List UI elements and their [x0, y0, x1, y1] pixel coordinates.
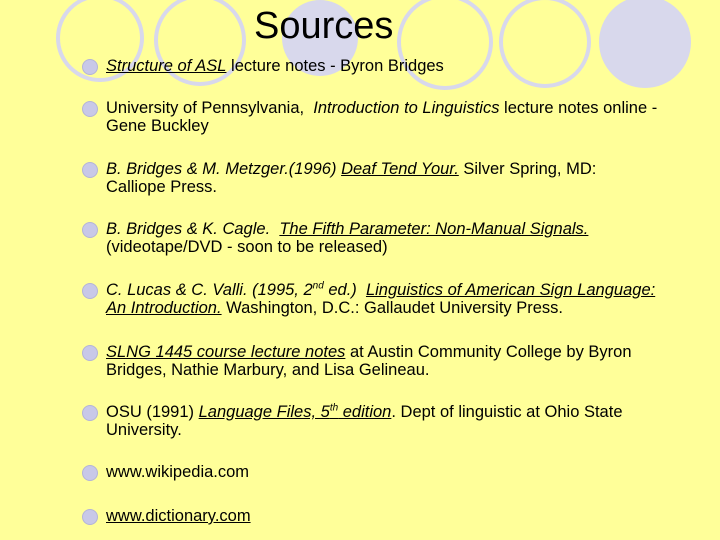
- source-title-b: edition: [338, 403, 392, 421]
- source-title: Structure of ASL: [106, 57, 227, 75]
- bullet-icon: [82, 405, 98, 421]
- source-item-fifth-parameter: [106, 220, 716, 256]
- source-item-language-files: [106, 403, 716, 439]
- source-title: SLNG 1445 course lecture notes: [106, 343, 346, 361]
- source-item-linguistics-asl: [106, 281, 716, 317]
- dictionary-link[interactable]: www.dictionary.com: [106, 507, 251, 525]
- source-details: lecture notes online -: [499, 99, 658, 117]
- slide-title: Sources: [254, 5, 394, 47]
- source-details: . Dept of linguistic at Ohio State: [391, 403, 623, 421]
- source-authors: [106, 281, 366, 299]
- source-title-a: Language Files, 5: [198, 403, 330, 421]
- bullet-icon: [82, 465, 98, 481]
- source-title: Deaf Tend Your.: [341, 160, 459, 178]
- source-authors: B. Bridges & K. Cagle.: [106, 220, 280, 238]
- source-authors: B. Bridges & M. Metzger.(1996): [106, 160, 342, 178]
- source-edition-sup: th: [329, 402, 339, 414]
- bullet-icon: [82, 101, 98, 117]
- bullet-icon: [82, 345, 98, 361]
- source-details-line2: University.: [106, 421, 182, 439]
- source-item-upenn: [106, 99, 716, 135]
- source-details-line2: Gene Buckley: [106, 117, 209, 135]
- source-title: Linguistics of American Sign Language:: [365, 281, 656, 299]
- source-details: lecture notes - Byron Bridges: [226, 57, 444, 75]
- source-details: at Austin Community College by Byron: [345, 343, 632, 361]
- source-authors: OSU (1991): [106, 403, 199, 421]
- bullet-icon: [82, 509, 98, 525]
- source-item-asl-structure: [106, 57, 716, 75]
- source-details-line2: (videotape/DVD - soon to be released): [106, 238, 388, 256]
- source-title: Introduction to Linguistics: [313, 99, 500, 117]
- bullet-icon: [82, 162, 98, 178]
- source-authors-a: C. Lucas & C. Valli. (1995, 2: [106, 281, 313, 299]
- source-title: [199, 403, 392, 421]
- source-title: The Fifth Parameter: Non-Manual Signals.: [279, 220, 589, 238]
- source-authors-b: ed.): [323, 281, 366, 299]
- source-details-line2: Calliope Press.: [106, 178, 217, 196]
- source-details-line2: Bridges, Nathie Marbury, and Lisa Gelineau.: [106, 361, 430, 379]
- bullet-icon: [82, 283, 98, 299]
- source-details-line2: Washington, D.C.: Gallaudet University Press.: [221, 299, 564, 317]
- source-item-slng-1445: [106, 343, 716, 379]
- source-title-line2: An Introduction.: [106, 299, 222, 317]
- bullet-icon: [82, 222, 98, 238]
- source-item-wikipedia: [106, 463, 716, 481]
- source-details: Silver Spring, MD:: [458, 160, 597, 178]
- source-institution: University of Pennsylvania,: [106, 99, 314, 117]
- source-edition-sup: nd: [312, 280, 324, 292]
- source-item-deaf-tend-your: [106, 160, 716, 196]
- source-item-dictionary: [106, 507, 716, 525]
- source-website: www.wikipedia.com: [106, 463, 250, 481]
- bullet-icon: [82, 59, 98, 75]
